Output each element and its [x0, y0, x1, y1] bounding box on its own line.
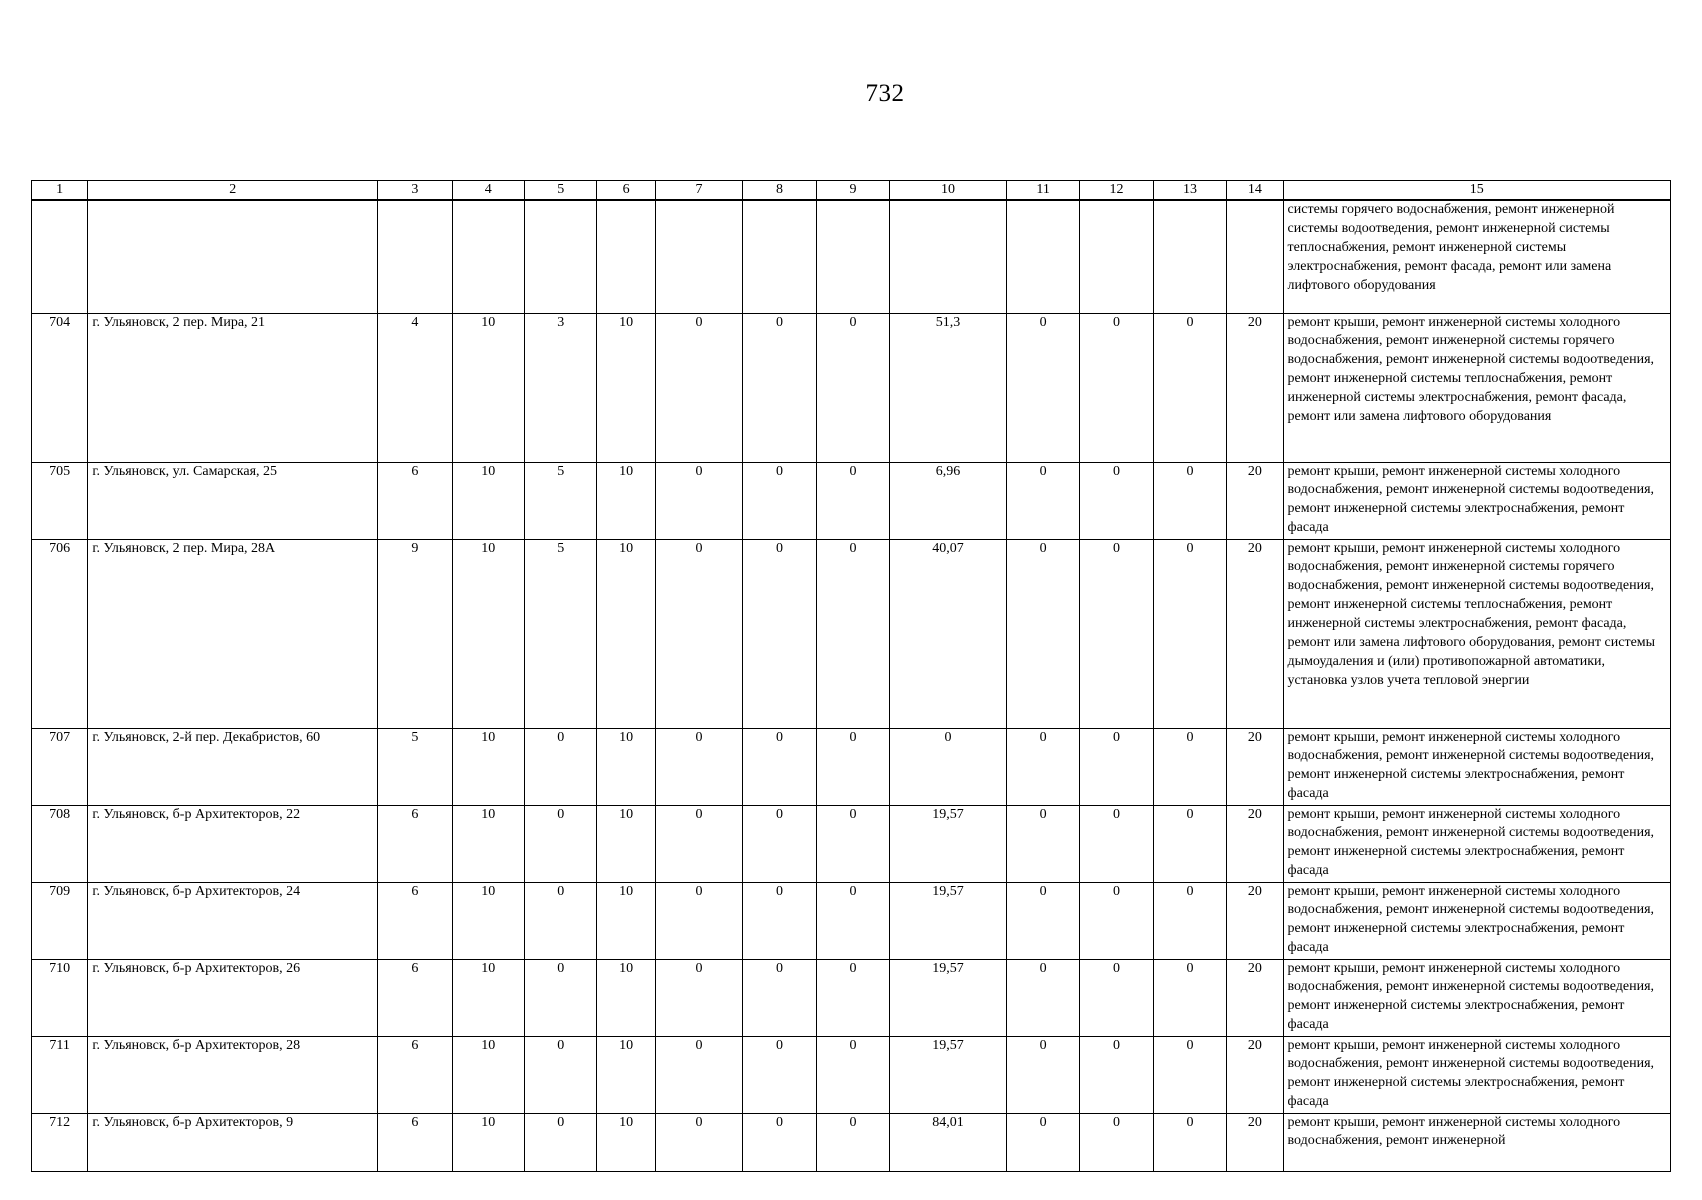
address-cell: г. Ульяновск, б-р Архитекторов, 9	[88, 1113, 378, 1171]
value-cell: 0	[525, 728, 597, 805]
value-cell: 20	[1227, 539, 1283, 728]
column-header: 7	[655, 181, 743, 201]
value-cell: 0	[743, 1113, 816, 1171]
value-cell: 20	[1227, 1036, 1283, 1113]
value-cell: 0	[1080, 882, 1153, 959]
value-cell: 6	[378, 462, 452, 539]
value-cell: 10	[597, 539, 655, 728]
row-number: 707	[32, 728, 88, 805]
works-cell: ремонт крыши, ремонт инженерной системы холодного водоснабжения, ремонт инженерной системы водоотведения, ремонт инженерной системы электроснабжения, ремонт фасада	[1283, 882, 1670, 959]
value-cell: 5	[525, 462, 597, 539]
value-cell: 0	[525, 959, 597, 1036]
works-cell: ремонт крыши, ремонт инженерной системы холодного водоснабжения, ремонт инженерной системы водоотведения, ремонт инженерной системы электроснабжения, ремонт фасада	[1283, 959, 1670, 1036]
address-cell: г. Ульяновск, ул. Самарская, 25	[88, 462, 378, 539]
value-cell: 20	[1227, 728, 1283, 805]
value-cell	[890, 200, 1007, 313]
value-cell: 6	[378, 1113, 452, 1171]
value-cell: 4	[378, 313, 452, 462]
table-row	[32, 882, 1671, 959]
value-cell: 0	[525, 805, 597, 882]
value-cell: 10	[597, 1113, 655, 1171]
value-cell	[1227, 200, 1283, 313]
address-cell: г. Ульяновск, б-р Архитекторов, 22	[88, 805, 378, 882]
value-cell: 0	[1153, 1113, 1226, 1171]
value-cell: 10	[452, 882, 524, 959]
value-cell: 0	[1006, 959, 1079, 1036]
value-cell: 19,57	[890, 1036, 1007, 1113]
value-cell: 0	[1080, 805, 1153, 882]
table-row	[32, 959, 1671, 1036]
value-cell: 10	[452, 539, 524, 728]
value-cell: 0	[816, 728, 889, 805]
value-cell: 0	[1080, 313, 1153, 462]
value-cell: 0	[743, 1036, 816, 1113]
value-cell: 0	[816, 1036, 889, 1113]
value-cell: 0	[743, 805, 816, 882]
row-number: 708	[32, 805, 88, 882]
column-header: 2	[88, 181, 378, 201]
value-cell: 0	[655, 882, 743, 959]
row-number: 709	[32, 882, 88, 959]
value-cell: 0	[1153, 805, 1226, 882]
column-header: 12	[1080, 181, 1153, 201]
value-cell: 0	[1153, 313, 1226, 462]
works-cell: ремонт крыши, ремонт инженерной системы холодного водоснабжения, ремонт инженерной системы водоотведения, ремонт инженерной системы электроснабжения, ремонт фасада	[1283, 462, 1670, 539]
column-header: 9	[816, 181, 889, 201]
table-row	[32, 313, 1671, 462]
address-cell: г. Ульяновск, б-р Архитекторов, 28	[88, 1036, 378, 1113]
value-cell: 0	[1080, 462, 1153, 539]
value-cell: 20	[1227, 462, 1283, 539]
value-cell: 6,96	[890, 462, 1007, 539]
value-cell: 0	[655, 539, 743, 728]
works-cell: ремонт крыши, ремонт инженерной системы холодного водоснабжения, ремонт инженерной системы водоотведения, ремонт инженерной системы электроснабжения, ремонт фасада	[1283, 805, 1670, 882]
value-cell: 0	[1153, 728, 1226, 805]
value-cell: 0	[1153, 462, 1226, 539]
value-cell: 0	[525, 1036, 597, 1113]
value-cell: 10	[597, 728, 655, 805]
table-row	[32, 462, 1671, 539]
works-cell: системы горячего водоснабжения, ремонт инженерной системы водоотведения, ремонт инженерной системы теплоснабжения, ремонт инженерной системы электроснабжения, ремонт фасада, ремонт или замена лифтового оборудования	[1283, 200, 1670, 313]
works-cell: ремонт крыши, ремонт инженерной системы холодного водоснабжения, ремонт инженерной системы горячего водоснабжения, ремонт инженерной системы водоотведения, ремонт инженерной системы теплоснабжения, ремонт инженерной системы электроснабжения, ремонт фасада, ремонт или замена лифтового оборудования	[1283, 313, 1670, 462]
row-number: 712	[32, 1113, 88, 1171]
value-cell: 0	[816, 1113, 889, 1171]
value-cell: 0	[816, 882, 889, 959]
value-cell: 0	[816, 313, 889, 462]
address-cell: г. Ульяновск, 2-й пер. Декабристов, 60	[88, 728, 378, 805]
works-cell: ремонт крыши, ремонт инженерной системы холодного водоснабжения, ремонт инженерной системы водоотведения, ремонт инженерной системы электроснабжения, ремонт фасада	[1283, 1036, 1670, 1113]
value-cell: 0	[655, 959, 743, 1036]
value-cell: 10	[452, 313, 524, 462]
column-numbers-header	[32, 181, 1671, 201]
value-cell: 0	[1153, 959, 1226, 1036]
value-cell	[1153, 200, 1226, 313]
address-cell: г. Ульяновск, б-р Архитекторов, 24	[88, 882, 378, 959]
address-cell: г. Ульяновск, б-р Архитекторов, 26	[88, 959, 378, 1036]
row-number: 706	[32, 539, 88, 728]
value-cell: 0	[1006, 805, 1079, 882]
value-cell: 0	[655, 805, 743, 882]
value-cell: 0	[655, 462, 743, 539]
value-cell: 0	[743, 539, 816, 728]
column-header: 14	[1227, 181, 1283, 201]
works-cell: ремонт крыши, ремонт инженерной системы холодного водоснабжения, ремонт инженерной системы горячего водоснабжения, ремонт инженерной системы водоотведения, ремонт инженерной системы теплоснабжения, ремонт инженерной системы электроснабжения, ремонт фасада, ремонт или замена лифтового оборудования, ремонт системы дымоудаления и (или) противопожарной автоматики, установка узлов учета тепловой энергии	[1283, 539, 1670, 728]
value-cell: 0	[1080, 728, 1153, 805]
value-cell: 0	[655, 1036, 743, 1113]
value-cell: 20	[1227, 1113, 1283, 1171]
row-number: 710	[32, 959, 88, 1036]
value-cell: 0	[655, 313, 743, 462]
value-cell: 0	[1006, 539, 1079, 728]
value-cell: 5	[378, 728, 452, 805]
address-cell: г. Ульяновск, 2 пер. Мира, 28А	[88, 539, 378, 728]
column-header: 8	[743, 181, 816, 201]
value-cell: 0	[655, 1113, 743, 1171]
table-row	[32, 200, 1671, 313]
value-cell: 0	[743, 313, 816, 462]
page-number: 732	[865, 80, 905, 107]
value-cell: 0	[1006, 728, 1079, 805]
value-cell: 10	[452, 728, 524, 805]
works-cell: ремонт крыши, ремонт инженерной системы холодного водоснабжения, ремонт инженерной	[1283, 1113, 1670, 1171]
value-cell: 6	[378, 959, 452, 1036]
value-cell: 0	[743, 728, 816, 805]
column-header: 4	[452, 181, 524, 201]
row-number: 705	[32, 462, 88, 539]
column-header: 11	[1006, 181, 1079, 201]
works-cell: ремонт крыши, ремонт инженерной системы холодного водоснабжения, ремонт инженерной системы водоотведения, ремонт инженерной системы электроснабжения, ремонт фасада	[1283, 728, 1670, 805]
column-header: 10	[890, 181, 1007, 201]
header-row	[32, 181, 1671, 201]
table-row	[32, 1113, 1671, 1171]
value-cell: 0	[655, 728, 743, 805]
value-cell: 20	[1227, 805, 1283, 882]
row-number	[32, 200, 88, 313]
value-cell: 0	[743, 882, 816, 959]
value-cell: 5	[525, 539, 597, 728]
column-header: 5	[525, 181, 597, 201]
value-cell	[452, 200, 524, 313]
value-cell: 0	[1080, 1036, 1153, 1113]
value-cell: 20	[1227, 882, 1283, 959]
address-cell: г. Ульяновск, 2 пер. Мира, 21	[88, 313, 378, 462]
value-cell: 0	[1006, 462, 1079, 539]
table-row	[32, 728, 1671, 805]
value-cell: 40,07	[890, 539, 1007, 728]
value-cell	[525, 200, 597, 313]
value-cell: 0	[1153, 539, 1226, 728]
table-row	[32, 805, 1671, 882]
table-row	[32, 539, 1671, 728]
value-cell: 0	[890, 728, 1007, 805]
value-cell: 10	[452, 1113, 524, 1171]
value-cell: 0	[1153, 1036, 1226, 1113]
value-cell: 0	[1153, 882, 1226, 959]
value-cell: 19,57	[890, 959, 1007, 1036]
value-cell	[743, 200, 816, 313]
value-cell: 0	[816, 805, 889, 882]
value-cell: 10	[597, 1036, 655, 1113]
column-header: 13	[1153, 181, 1226, 201]
value-cell: 6	[378, 1036, 452, 1113]
row-number: 704	[32, 313, 88, 462]
value-cell: 6	[378, 805, 452, 882]
column-header: 1	[32, 181, 88, 201]
value-cell: 0	[525, 882, 597, 959]
value-cell: 51,3	[890, 313, 1007, 462]
value-cell: 10	[597, 462, 655, 539]
value-cell: 9	[378, 539, 452, 728]
value-cell: 20	[1227, 313, 1283, 462]
value-cell: 0	[525, 1113, 597, 1171]
value-cell	[1080, 200, 1153, 313]
value-cell: 0	[1006, 1113, 1079, 1171]
value-cell: 0	[1006, 313, 1079, 462]
value-cell: 0	[816, 539, 889, 728]
value-cell: 10	[452, 959, 524, 1036]
value-cell: 10	[597, 805, 655, 882]
table-row	[32, 1036, 1671, 1113]
value-cell: 0	[1006, 882, 1079, 959]
value-cell: 0	[743, 959, 816, 1036]
value-cell: 6	[378, 882, 452, 959]
address-cell	[88, 200, 378, 313]
value-cell	[655, 200, 743, 313]
column-header: 15	[1283, 181, 1670, 201]
value-cell: 19,57	[890, 882, 1007, 959]
value-cell: 0	[743, 462, 816, 539]
value-cell: 20	[1227, 959, 1283, 1036]
value-cell: 10	[452, 805, 524, 882]
value-cell: 0	[1080, 539, 1153, 728]
value-cell: 0	[1080, 1113, 1153, 1171]
column-header: 6	[597, 181, 655, 201]
value-cell: 0	[1006, 1036, 1079, 1113]
value-cell: 3	[525, 313, 597, 462]
value-cell	[597, 200, 655, 313]
value-cell: 84,01	[890, 1113, 1007, 1171]
value-cell	[816, 200, 889, 313]
column-header: 3	[378, 181, 452, 201]
repair-register-table	[31, 180, 1671, 1172]
value-cell: 0	[1080, 959, 1153, 1036]
value-cell: 10	[452, 1036, 524, 1113]
value-cell	[1006, 200, 1079, 313]
value-cell: 10	[452, 462, 524, 539]
row-number: 711	[32, 1036, 88, 1113]
value-cell: 0	[816, 959, 889, 1036]
value-cell: 10	[597, 882, 655, 959]
value-cell: 10	[597, 959, 655, 1036]
value-cell: 10	[597, 313, 655, 462]
value-cell	[378, 200, 452, 313]
value-cell: 19,57	[890, 805, 1007, 882]
register-body	[32, 200, 1671, 1171]
value-cell: 0	[816, 462, 889, 539]
